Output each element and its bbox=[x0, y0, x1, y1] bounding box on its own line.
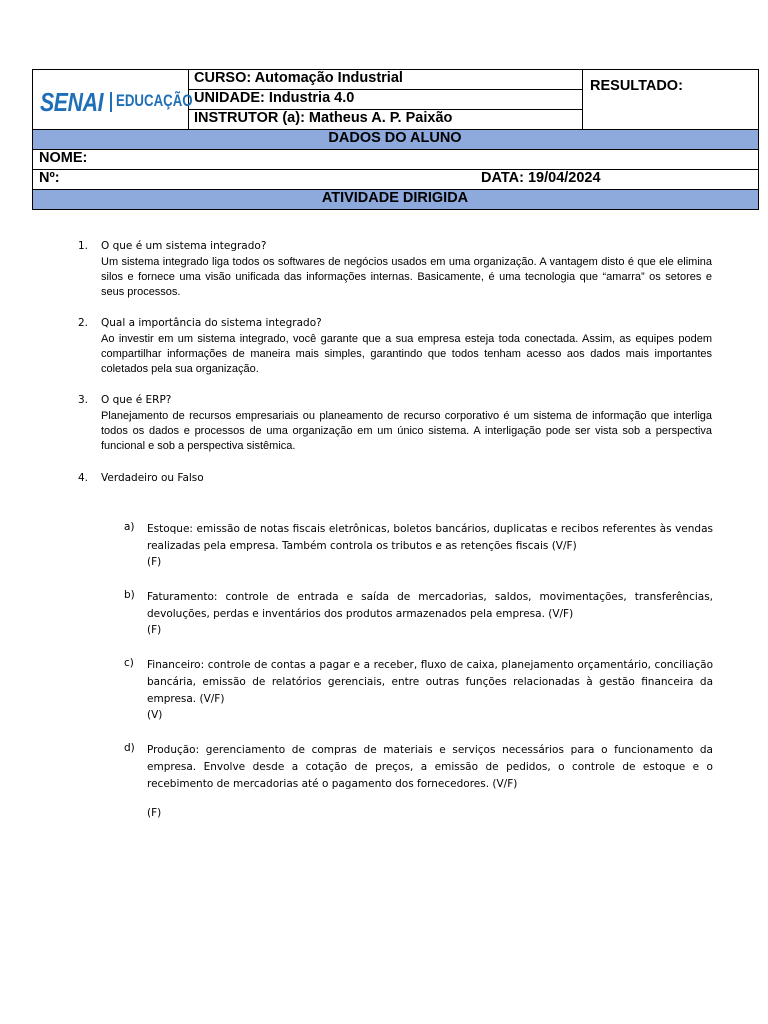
question-number: 1. bbox=[78, 240, 89, 252]
dados-aluno-title: DADOS DO ALUNO bbox=[328, 130, 462, 146]
data-label: DATA: 19/04/2024 bbox=[481, 170, 601, 186]
senai-logo bbox=[40, 87, 193, 118]
unidade-label: UNIDADE: Industria 4.0 bbox=[194, 90, 355, 106]
option-text: Produção: gerenciamento de compras de materiais e serviços necessários para o funcionamento da empresa. Envolve desde a cotação de preços, a emissão de pedidos, o controle de estoque e o recebimento de mercadorias até o pagamento dos fornecedores. (V/F) bbox=[147, 744, 713, 790]
nome-label: NOME: bbox=[39, 150, 88, 166]
question-number: 4. bbox=[78, 472, 89, 484]
question-answer: Planejamento de recursos empresariais ou planeamento de recurso corporativo é um sistema de informação que interliga todos os dados e processos de uma organização em um único sistema. A interligação pode ser vista sob a perspectiva funcional e sob a perspectiva sistêmica. bbox=[101, 410, 712, 453]
question-number: 3. bbox=[78, 394, 89, 406]
option-answer: (F) bbox=[147, 556, 162, 568]
numero-label: Nº: bbox=[39, 170, 60, 186]
option-letter: b) bbox=[124, 589, 135, 601]
resultado-label: RESULTADO: bbox=[590, 78, 683, 94]
option-text: Estoque: emissão de notas fiscais eletrônicas, boletos bancários, duplicatas e recibos referentes às vendas realizadas pela empresa. Também controla os tributos e as retenções fiscais (V/F) bbox=[147, 523, 713, 552]
option-text: Faturamento: controle de entrada e saída de mercadorias, saldos, movimentações, transferências, devoluções, perdas e inventários dos produtos armazenados pela empresa. (V/F) bbox=[147, 591, 713, 620]
instrutor-label: INSTRUTOR (a): Matheus A. P. Paixão bbox=[194, 110, 453, 126]
logo-brand: SENAI bbox=[40, 87, 104, 117]
option-answer: (F) bbox=[147, 807, 162, 819]
question-number: 2. bbox=[78, 317, 89, 329]
question-title: O que é um sistema integrado? bbox=[101, 240, 267, 252]
question-title: O que é ERP? bbox=[101, 394, 172, 406]
question-title: Qual a importância do sistema integrado? bbox=[101, 317, 322, 329]
question-answer: Ao investir em um sistema integrado, você garante que a sua empresa esteja toda conectada. Assim, as equipes podem compartilhar informações de maneira mais simples, garantindo que todos tenham acesso aos dados mais importantes coletados pela sua organização. bbox=[101, 333, 712, 376]
option-text: Financeiro: controle de contas a pagar e a receber, fluxo de caixa, planejamento orçamentário, conciliação bancária, emissão de relatórios gerenciais, entre outras funções relacionadas à gestão financeira da empresa. (V/F) bbox=[147, 659, 713, 705]
curso-label: CURSO: Automação Industrial bbox=[194, 70, 403, 86]
option-answer: (V) bbox=[147, 709, 163, 721]
question-title: Verdadeiro ou Falso bbox=[101, 472, 204, 484]
option-letter: a) bbox=[124, 521, 135, 533]
logo-sub: EDUCAÇÃO bbox=[116, 91, 193, 110]
option-letter: c) bbox=[124, 657, 134, 669]
atividade-title: ATIVIDADE DIRIGIDA bbox=[321, 190, 469, 206]
option-answer: (F) bbox=[147, 624, 162, 636]
option-letter: d) bbox=[124, 742, 135, 754]
logo-separator bbox=[110, 92, 112, 112]
question-answer: Um sistema integrado liga todos os softwares de negócios usados em uma organização. A vantagem disto é que ele elimina silos e fornece uma visão unificada das informações internas. Basicamente, é uma tecnologia que “amarra” os setores e seus processos. bbox=[101, 256, 712, 299]
